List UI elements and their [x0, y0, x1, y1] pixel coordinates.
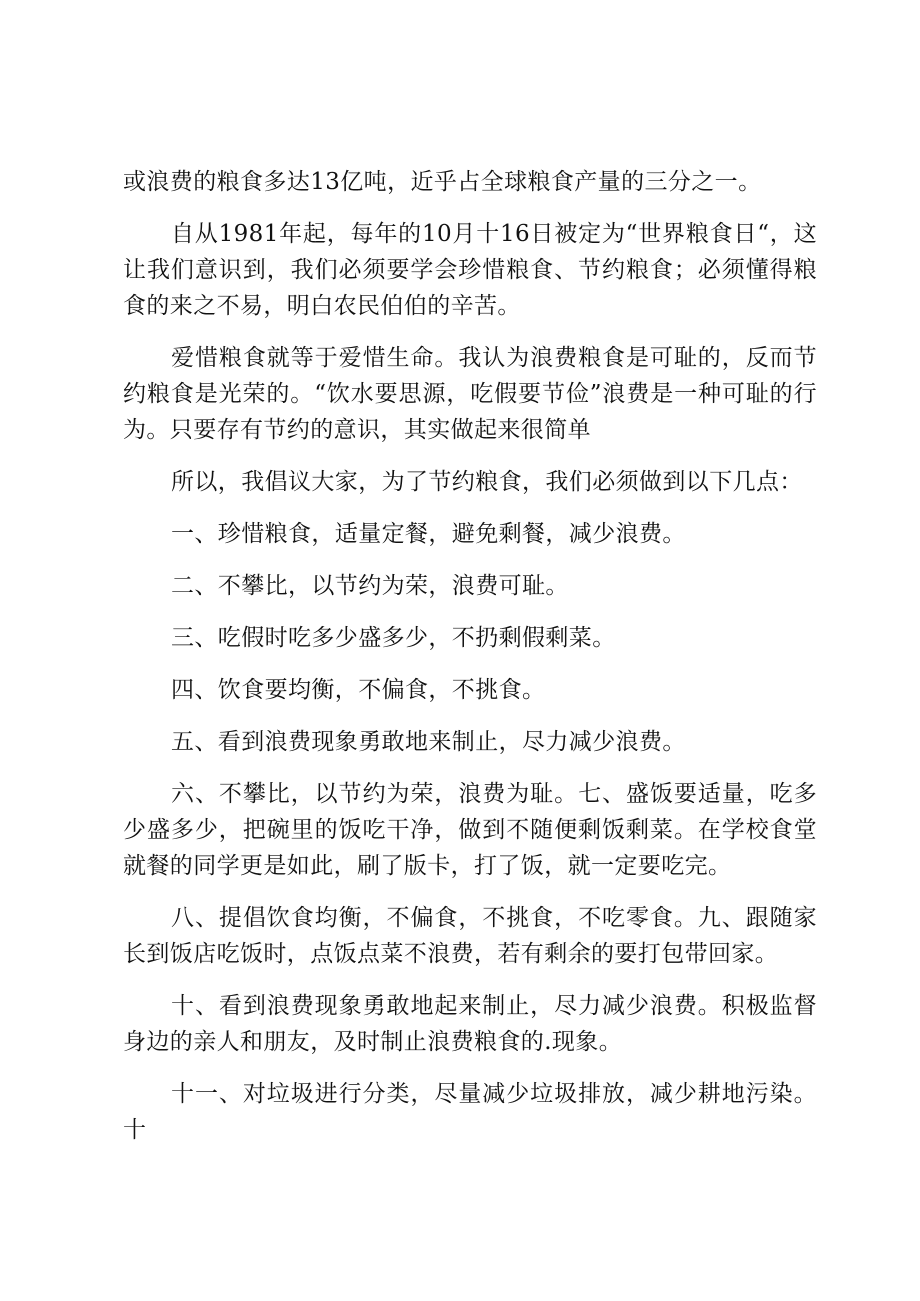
list-item-4: 四、饮食要均衡，不偏食，不挑食。	[171, 677, 546, 703]
paragraph-continuation: 或浪费的粮食多达13亿吨，近乎占全球粮食产量的三分之一。	[123, 169, 762, 195]
list-item-11: 十一、对垃圾进行分类，尽量减少垃圾排放，减少耕地污染。十	[123, 1081, 817, 1143]
paragraph-cherish-food: 爱惜粮食就等于爱惜生命。我认为浪费粮食是可耻的，反而节约粮食是光荣的。“饮水要思源，吃假要节俭”浪费是一种可耻的行为。只要存有节约的意识，其实做起来很简单	[123, 345, 817, 443]
list-item-5: 五、看到浪费现象勇敢地来制止，尽力减少浪费。	[171, 729, 686, 755]
list-item-1: 一、珍惜粮食，适量定餐，避免剩餐，减少浪费。	[171, 521, 686, 547]
list-item-10: 十、看到浪费现象勇敢地起来制止，尽力减少浪费。积极监督身边的亲人和朋友，及时制止浪费粮食的.现象。	[123, 993, 817, 1055]
document-body	[123, 164, 817, 1164]
paragraph-proposal-intro: 所以，我倡议大家，为了节约粮食，我们必须做到以下几点：	[171, 469, 803, 495]
list-item-3: 三、吃假时吃多少盛多少，不扔剩假剩菜。	[171, 625, 616, 651]
list-item-8-9: 八、提倡饮食均衡，不偏食，不挑食，不吃零食。九、跟随家长到饭店吃饭时，点饭点菜不浪费，若有剩余的要打包带回家。	[123, 905, 817, 967]
list-item-2: 二、不攀比，以节约为荣，浪费可耻。	[171, 573, 569, 599]
list-item-6-7: 六、不攀比，以节约为荣，浪费为耻。七、盛饭要适量，吃多少盛多少，把碗里的饭吃干净，做到不随便剩饭剩菜。在学校食堂就餐的同学更是如此，刷了版卡，打了饭，就一定要吃完。	[123, 781, 817, 879]
paragraph-world-food-day: 自从1981年起，每年的10月十16日被定为“世界粮食日“，这让我们意识到，我们必须要学会珍惜粮食、节约粮食；必须懂得粮食的来之不易，明白农民伯伯的辛苦。	[123, 221, 817, 319]
